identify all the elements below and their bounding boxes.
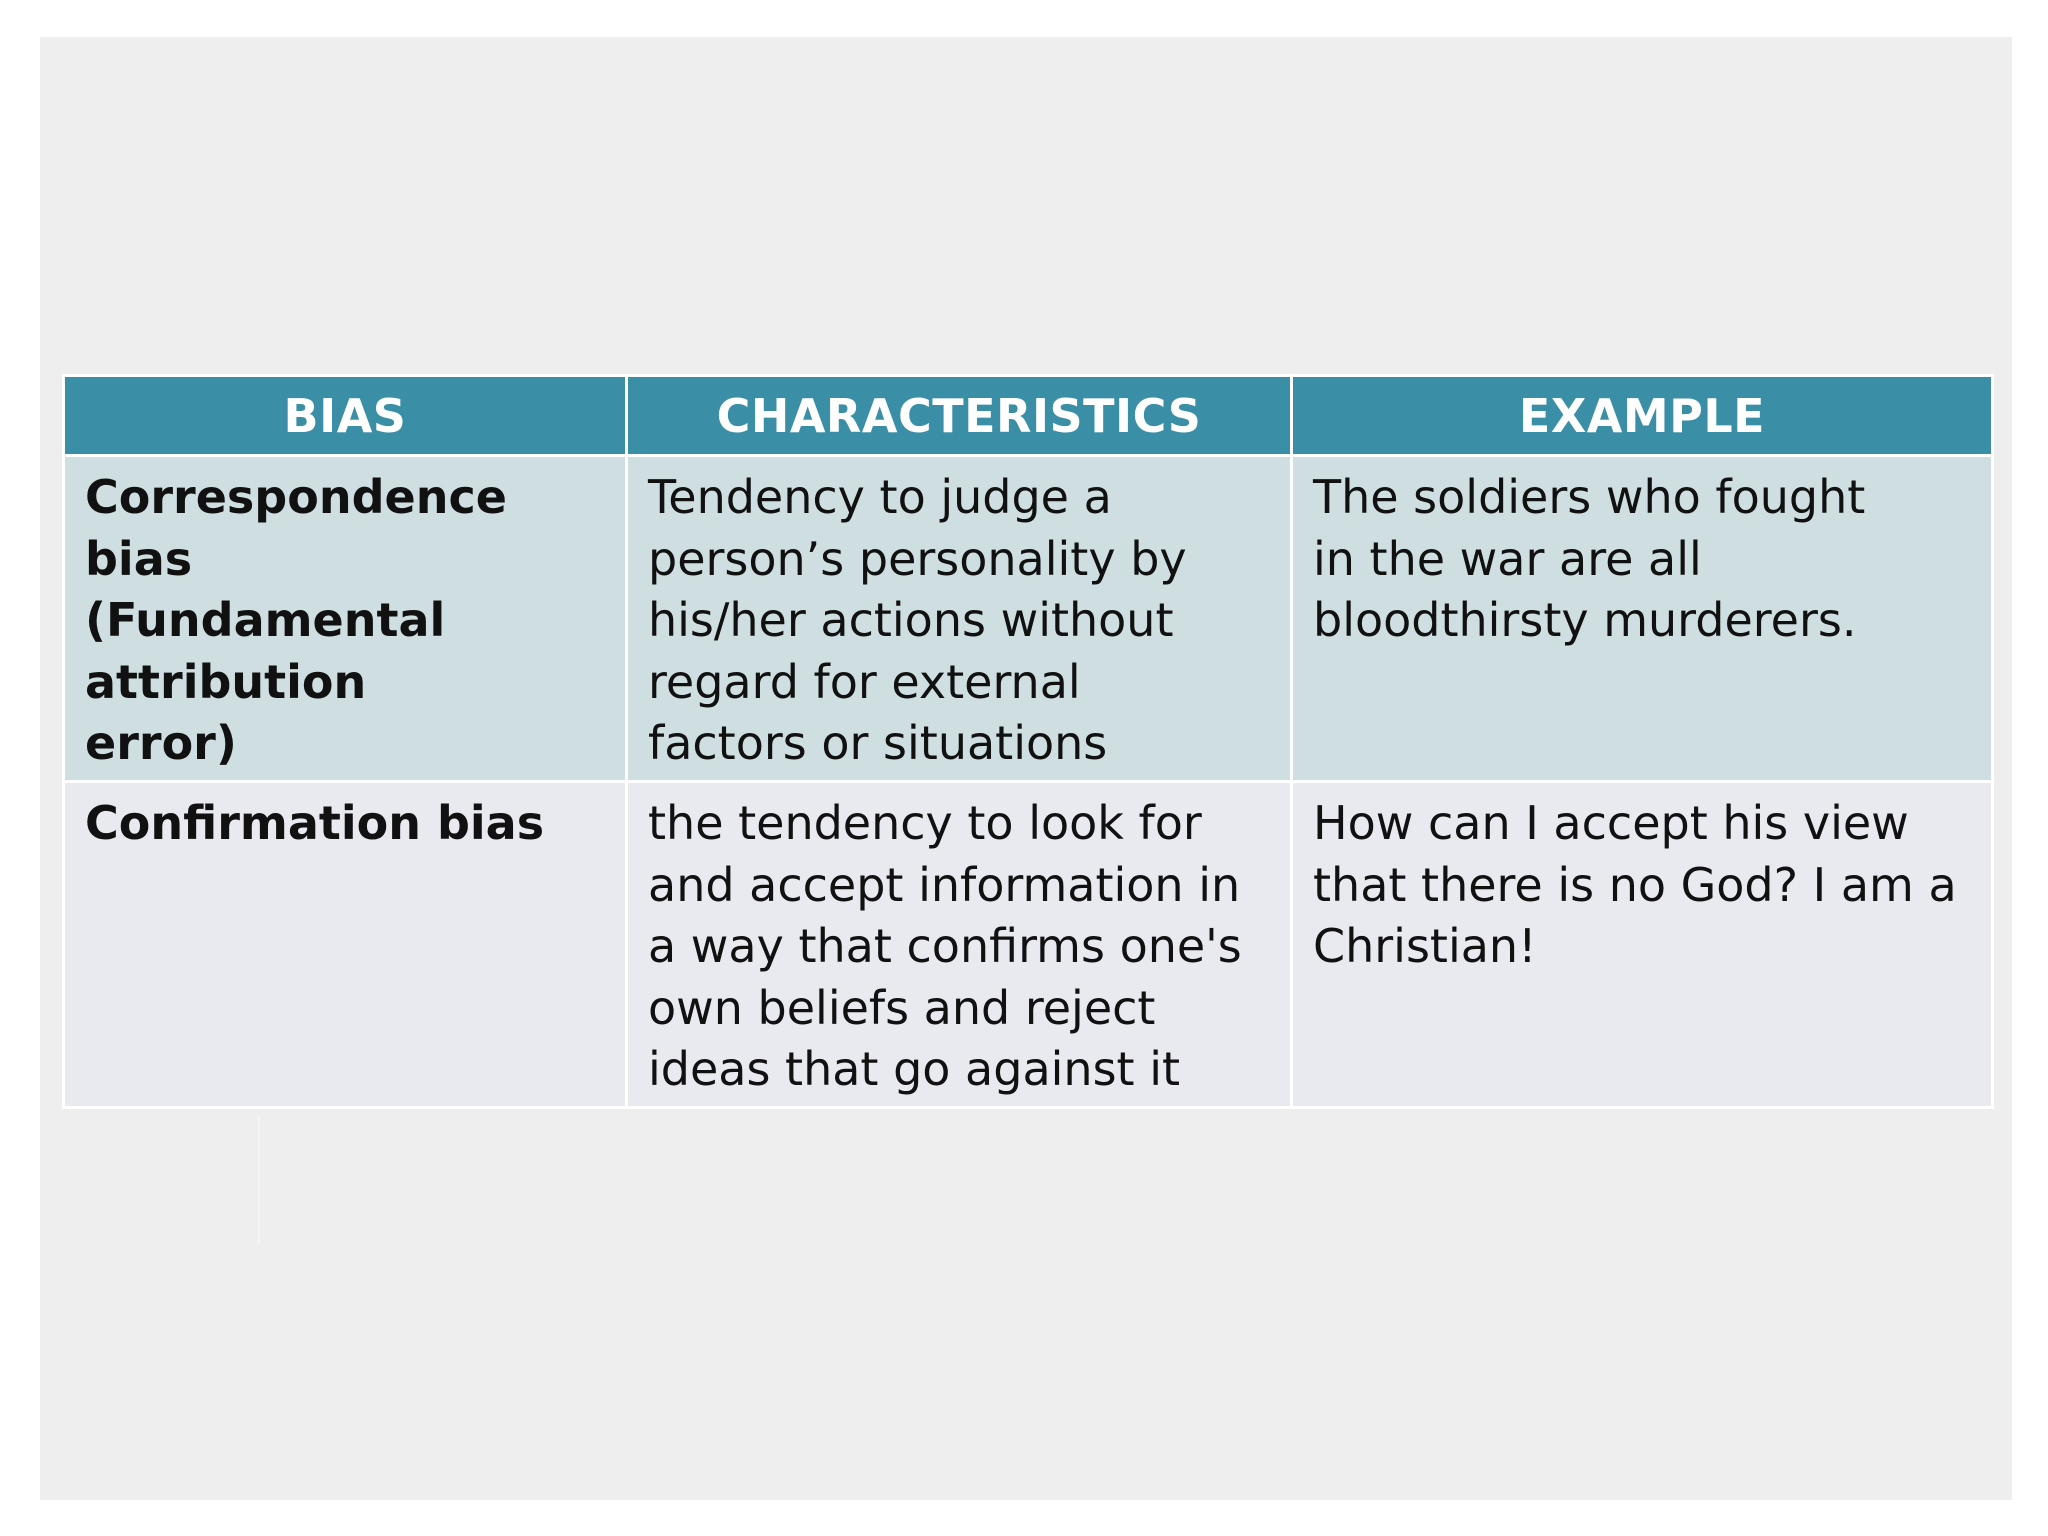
table-row <box>64 782 1993 1108</box>
bias-table <box>62 374 1994 1109</box>
bias-cell <box>64 782 627 1108</box>
characteristics-cell <box>627 456 1292 782</box>
example-cell <box>1292 456 1993 782</box>
characteristics-text: Tendency to judge a person’s personality by his/her actions without regard for external factors or situations <box>648 470 1187 770</box>
header-characteristics: CHARACTERISTICS <box>627 376 1292 456</box>
characteristics-text: the tendency to look for and accept information in a way that confirms one's own beliefs and reject ideas that go against it <box>648 796 1242 1096</box>
table-remnant-divider <box>62 1115 260 1245</box>
table-header-row <box>64 376 1993 456</box>
table-row <box>64 456 1993 782</box>
bias-name: Confirmation bias <box>85 796 545 850</box>
example-cell <box>1292 782 1993 1108</box>
example-text: How can I accept his view that there is no God? I am a Christian! <box>1313 796 1957 973</box>
header-bias: BIAS <box>64 376 627 456</box>
header-example: EXAMPLE <box>1292 376 1993 456</box>
bias-cell <box>64 456 627 782</box>
slide <box>40 37 2012 1500</box>
bias-name: Correspondence bias (Fundamental attribution error) <box>85 470 507 770</box>
example-text: The soldiers who fought in the war are all bloodthirsty murderers. <box>1313 470 1866 647</box>
characteristics-cell <box>627 782 1292 1108</box>
